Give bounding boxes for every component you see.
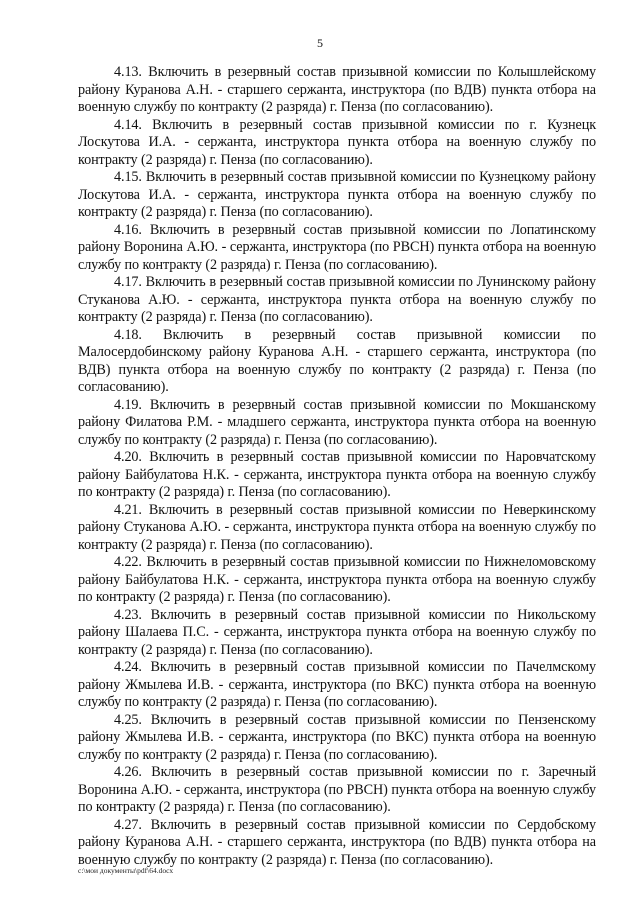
paragraph-4-16: 4.16. Включить в резервный состав призывной комиссии по Лопатинскому району Воронина А.Ю. - сержанта, инструктора (по РВСН) пункта отбора на военную службу по контракту (2 разряда) г. Пенза (по согласованию). xyxy=(78,221,596,273)
paragraph-4-15: 4.15. Включить в резервный состав призывной комиссии по Кузнецкому району Лоскутова И.А. - сержанта, инструктора пункта отбора на военную службу по контракту (2 разряда) г. Пенза (по согласованию). xyxy=(78,169,596,220)
paragraph-4-13: 4.13. Включить в резервный состав призывной комиссии по Колышлейскому району Куранова А.Н. - старшего сержанта, инструктора (по ВДВ) пункта отбора на военную службу по контракту (2 разряда) г. Пенза (по согласованию). xyxy=(78,64,596,115)
paragraph-4-14: 4.14. Включить в резервный состав призывной комиссии по г. Кузнецк Лоскутова И.А. - сержанта, инструктора пункта отбора на военную службу по контракту (2 разряда) г. Пенза (по согласованию). xyxy=(78,116,596,168)
paragraph-4-27: 4.27. Включить в резервный состав призывной комиссии по Сердобскому району Куранова А.Н. - старшего сержанта, инструктора (по ВДВ) пункта отбора на военную службу по контракту (2 разряда) г. Пенза (по согласованию). xyxy=(78,816,596,868)
paragraph-4-24: 4.24. Включить в резервный состав призывной комиссии по Пачелмскому району Жмылева И.В. - сержанта, инструктора (по ВКС) пункта отбора на военную службу по контракту (2 разряда) г. Пенза (по согласованию). xyxy=(78,659,596,710)
paragraph-4-19: 4.19. Включить в резервный состав призывной комиссии по Мокшанскому району Филатова Р.М. - младшего сержанта, инструктора пункта отбора на военную службу по контракту (2 разряда) г. Пенза (по согласованию). xyxy=(78,396,596,448)
paragraph-4-23: 4.23. Включить в резервный состав призывной комиссии по Никольскому району Шалаева П.С. - сержанта, инструктора пункта отбора на военную службу по контракту (2 разряда) г. Пенза (по согласованию). xyxy=(78,606,596,658)
paragraph-4-22: 4.22. Включить в резервный состав призывной комиссии по Нижнеломовскому району Байбулатова Н.К. - сержанта, инструктора пункта отбора на военную службу по контракту (2 разряда) г. Пенза (по согласованию). xyxy=(78,554,596,605)
footer-file-path: c:\мои документы\pdf\64.docx xyxy=(78,866,174,875)
paragraph-4-25: 4.25. Включить в резервный состав призывной комиссии по Пензенскому району Жмылева И.В. - сержанта, инструктора (по ВКС) пункта отбора на военную службу по контракту (2 разряда) г. Пенза (по согласованию). xyxy=(78,711,596,763)
paragraph-4-17: 4.17. Включить в резервный состав призывной комиссии по Лунинскому району Стуканова А.Ю. - сержанта, инструктора пункта отбора на военную службу по контракту (2 разряда) г. Пенза (по согласованию). xyxy=(78,274,596,325)
paragraph-4-20: 4.20. Включить в резервный состав призывной комиссии по Наровчатскому району Байбулатова Н.К. - сержанта, инструктора пункта отбора на военную службу по контракту (2 разряда) г. Пенза (по согласованию). xyxy=(78,449,596,500)
paragraph-4-21: 4.21. Включить в резервный состав призывной комиссии по Неверкинскому району Стуканова А.Ю. - сержанта, инструктора пункта отбора на военную службу по контракту (2 разряда) г. Пенза (по согласованию). xyxy=(78,501,596,553)
document-body xyxy=(78,64,596,869)
paragraph-4-26: 4.26. Включить в резервный состав призывной комиссии по г. Заречный Воронина А.Ю. - сержанта, инструктора (по РВСН) пункта отбора на военную службу по контракту (2 разряда) г. Пенза (по согласованию). xyxy=(78,764,596,815)
page-number: 5 xyxy=(317,36,323,50)
paragraph-4-18: 4.18. Включить в резервный состав призывной комиссии по Малосердобинскому району Куранова А.Н. - старшего сержанта, инструктора (по ВДВ) пункта отбора на военную службу по контракту (2 разряда) г. Пенза (по согласованию). xyxy=(78,326,596,395)
